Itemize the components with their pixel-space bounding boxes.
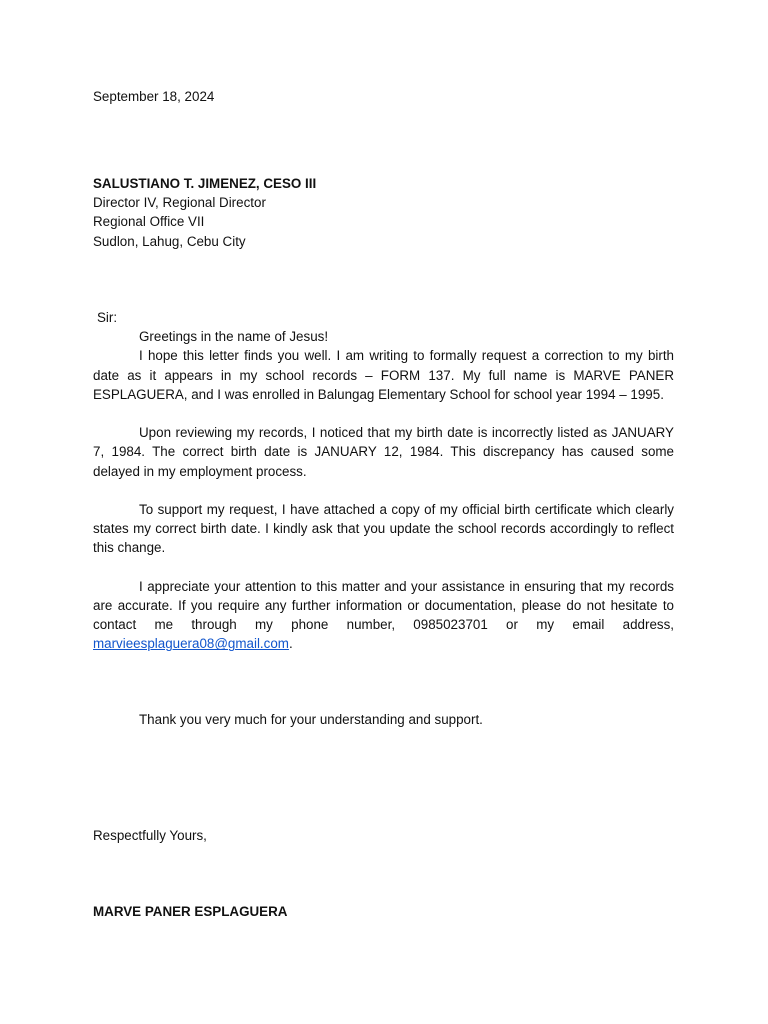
signatory-name: MARVE PANER ESPLAGUERA bbox=[93, 904, 288, 919]
email-link[interactable]: marvieesplaguera08@gmail.com bbox=[93, 636, 289, 652]
email-suffix: . bbox=[288, 636, 293, 652]
paragraph-discrepancy: Upon reviewing my records, I noticed that my birth date is incorrectly listed as JANUARY 7, 1984. The correct birth date is JANUARY 12, 1984. This discrepancy has caused some delayed in my employment process. bbox=[93, 425, 674, 479]
letter-body bbox=[93, 308, 674, 654]
paragraph-contact-text: I appreciate your attention to this matter and your assistance in ensuring that my records are accurate. If you require any further information or documentation, please do not hesitate to contact me through my phone number, 0985023701 or my email address, bbox=[93, 578, 674, 633]
recipient-office: Regional Office VII bbox=[93, 214, 205, 230]
recipient-title: Director IV, Regional Director bbox=[93, 195, 266, 211]
recipient-name: SALUSTIANO T. JIMENEZ, CESO III bbox=[93, 176, 317, 191]
letter-date: September 18, 2024 bbox=[93, 89, 215, 104]
paragraph-intro: I hope this letter finds you well. I am writing to formally request a correction to my birth date as it appears in my school records – FORM 137. My full name is MARVE PANER ESPLAGUERA, and I was enrolled in Balungag Elementary School for school year 1994 – 1995. bbox=[93, 348, 674, 402]
paragraph-support: To support my request, I have attached a copy of my official birth certificate which clearly states my correct birth date. I kindly ask that you update the school records accordingly to reflect this change. bbox=[93, 502, 674, 556]
greeting: Greetings in the name of Jesus! bbox=[139, 329, 329, 345]
recipient-block bbox=[93, 174, 316, 251]
thanks-line: Thank you very much for your understanding and support. bbox=[139, 712, 483, 727]
closing: Respectfully Yours, bbox=[93, 828, 207, 843]
recipient-address: Sudlon, Lahug, Cebu City bbox=[93, 233, 246, 249]
paragraph-contact bbox=[93, 577, 674, 654]
letter-page bbox=[93, 0, 674, 1024]
salutation: Sir: bbox=[97, 310, 118, 325]
